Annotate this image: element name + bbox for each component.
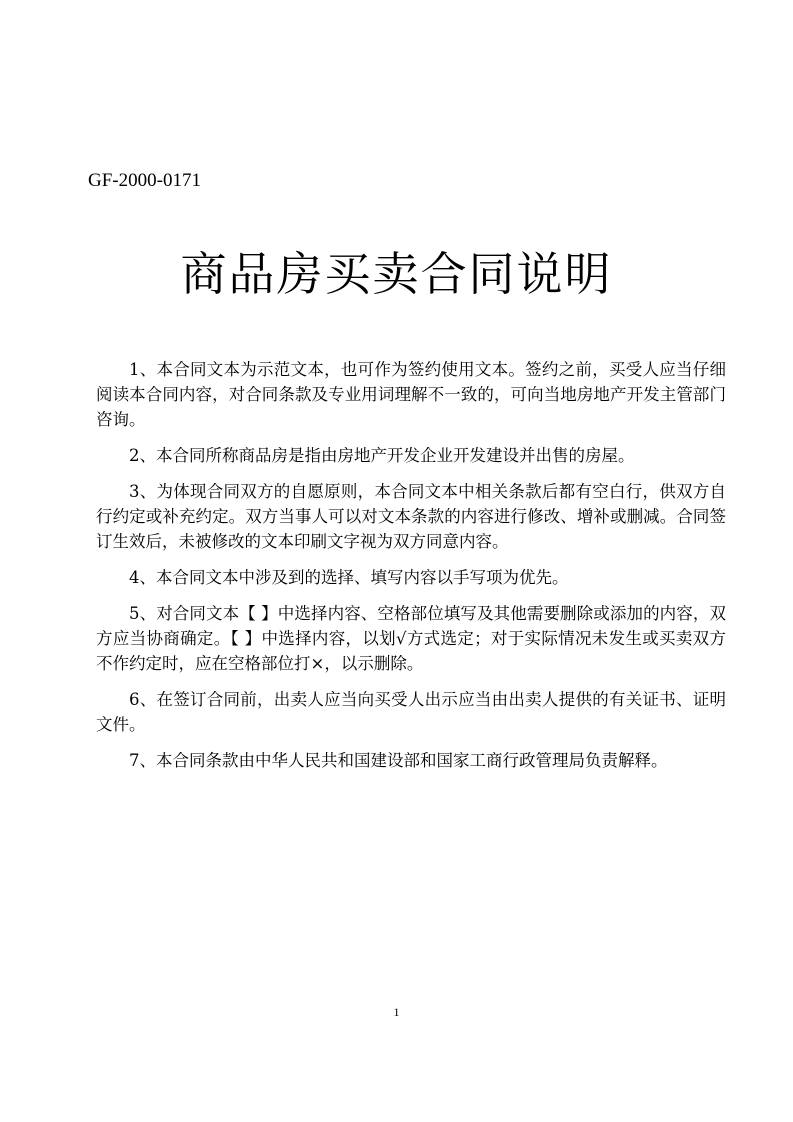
paragraph-4: 4、本合同文本中涉及到的选择、填写内容以手写项为优先。 xyxy=(129,568,569,587)
document-body xyxy=(96,357,726,784)
paragraph-7: 7、本合同条款由中华人民共和国建设部和国家工商行政管理局负责解释。 xyxy=(129,751,668,770)
page-title: 商品房买卖合同说明 xyxy=(180,247,613,301)
document-code: GF-2000-0171 xyxy=(88,170,201,191)
paragraph-3: 3、为体现合同双方的自愿原则，本合同文本中相关条款后都有空白行，供双方自行约定或补充约定。双方当事人可以对文本条款的内容进行修改、增补或删减。合同签订生效后，未被修改的文本印刷文字视为双方同意内容。 xyxy=(96,482,726,551)
paragraph-1: 1、本合同文本为示范文本，也可作为签约使用文本。签约之前，买受人应当仔细阅读本合同内容，对合同条款及专业用词理解不一致的，可向当地房地产开发主管部门咨询。 xyxy=(96,360,726,429)
paragraph-5: 5、对合同文本【 】中选择内容、空格部位填写及其他需要删除或添加的内容，双方应当协商确定。【 】中选择内容，以划√方式选定；对于实际情况未发生或买卖双方不作约定时，应在空格部位打×，以示删除。 xyxy=(96,604,726,673)
paragraph-6: 6、在签订合同前，出卖人应当向买受人出示应当由出卖人提供的有关证书、证明文件。 xyxy=(96,690,726,734)
page-number: 1 xyxy=(393,1005,400,1019)
paragraph-2: 2、本合同所称商品房是指由房地产开发企业开发建设并出售的房屋。 xyxy=(129,446,635,465)
